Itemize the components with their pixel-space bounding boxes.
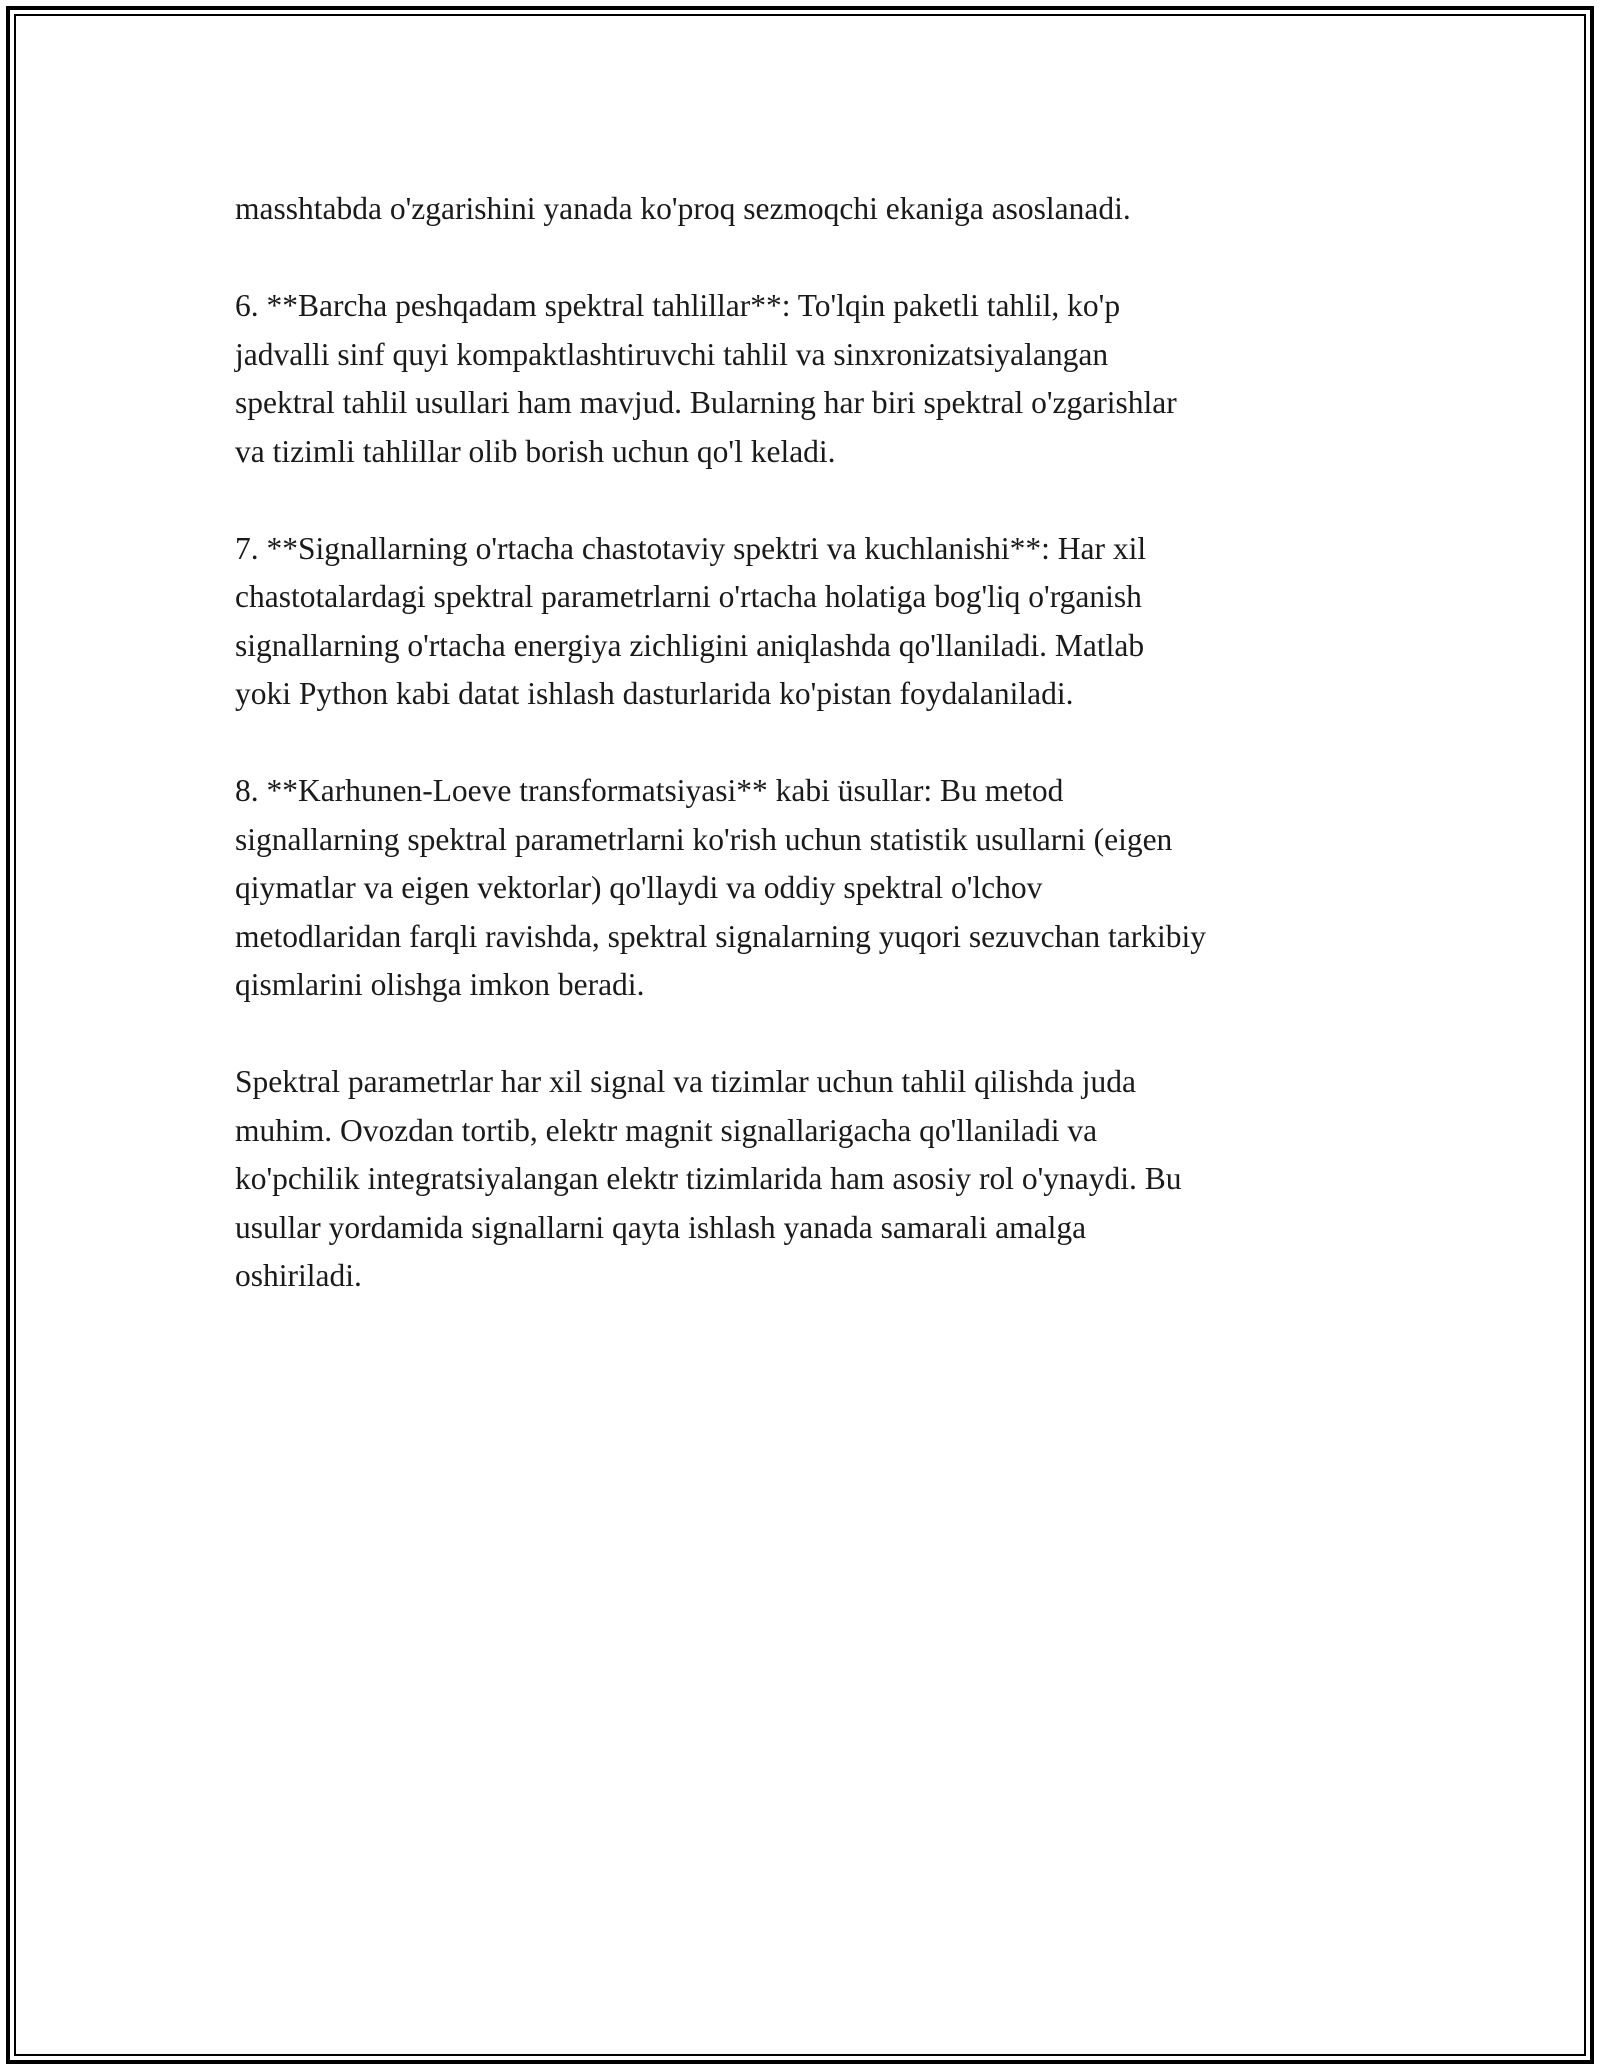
text-line: 8. **Karhunen-Loeve transformatsiyasi** kabi üsullar: Bu metod: [235, 773, 1064, 808]
paragraph-continuation: [235, 185, 1380, 234]
document-body: [235, 185, 1380, 1349]
text-line: muhim. Ovozdan tortib, elektr magnit signallarigacha qo'llaniladi va: [235, 1112, 1098, 1148]
text-line: Spektral parametrlar har xil signal va tizimlar uchun tahlil qilishda juda: [235, 1064, 1136, 1099]
text-line: masshtabda o'zgarishini yanada ko'proq sezmoqchi ekaniga asoslanadi.: [235, 191, 1131, 226]
paragraph-item-7: [235, 525, 1380, 719]
text-line: va tizimli tahlillar olib borish uchun qo'l keladi.: [235, 433, 836, 469]
text-line: qiymatlar va eigen vektorlar) qo'llaydi va oddiy spektral o'lchov: [235, 870, 1043, 905]
paragraph-item-8: [235, 767, 1380, 1010]
text-line: jadvalli sinf quyi kompaktlashtiruvchi tahlil va sinxronizatsiyalangan: [235, 336, 1109, 372]
text-line: qismlarini olishga imkon beradi.: [235, 967, 645, 1002]
text-line: oshiriladi.: [235, 1258, 362, 1293]
paragraph-item-6: [235, 282, 1380, 476]
text-line: signallarning spektral parametrlarni ko'rish uchun statistik usullarni (eigen: [235, 821, 1173, 857]
text-line: usullar yordamida signallarni qayta ishlash yanada samarali amalga: [235, 1209, 1087, 1245]
text-line: 7. **Signallarning o'rtacha chastotaviy spektri va kuchlanishi**: Har xil: [235, 530, 1147, 566]
text-line: 6. **Barcha peshqadam spektral tahlillar**: To'lqin paketli tahlil, ko'p: [235, 288, 1121, 323]
text-line: signallarning o'rtacha energiya zichligini aniqlashda qo'llaniladi. Matlab: [235, 627, 1145, 663]
paragraph-conclusion: [235, 1058, 1380, 1301]
text-line: ko'pchilik integratsiyalangan elektr tizimlarida ham asosiy rol o'ynaydi. Bu: [235, 1161, 1182, 1196]
text-line: chastotalardagi spektral parametrlarni o'rtacha holatiga bog'liq o'rganish: [235, 579, 1142, 614]
text-line: metodlaridan farqli ravishda, spektral signalarning yuqori sezuvchan tarkibiy: [235, 918, 1206, 954]
text-line: yoki Python kabi datat ishlash dasturlarida ko'pistan foydalaniladi.: [235, 676, 1074, 711]
text-line: spektral tahlil usullari ham mavjud. Bularning har biri spektral o'zgarishlar: [235, 385, 1177, 420]
